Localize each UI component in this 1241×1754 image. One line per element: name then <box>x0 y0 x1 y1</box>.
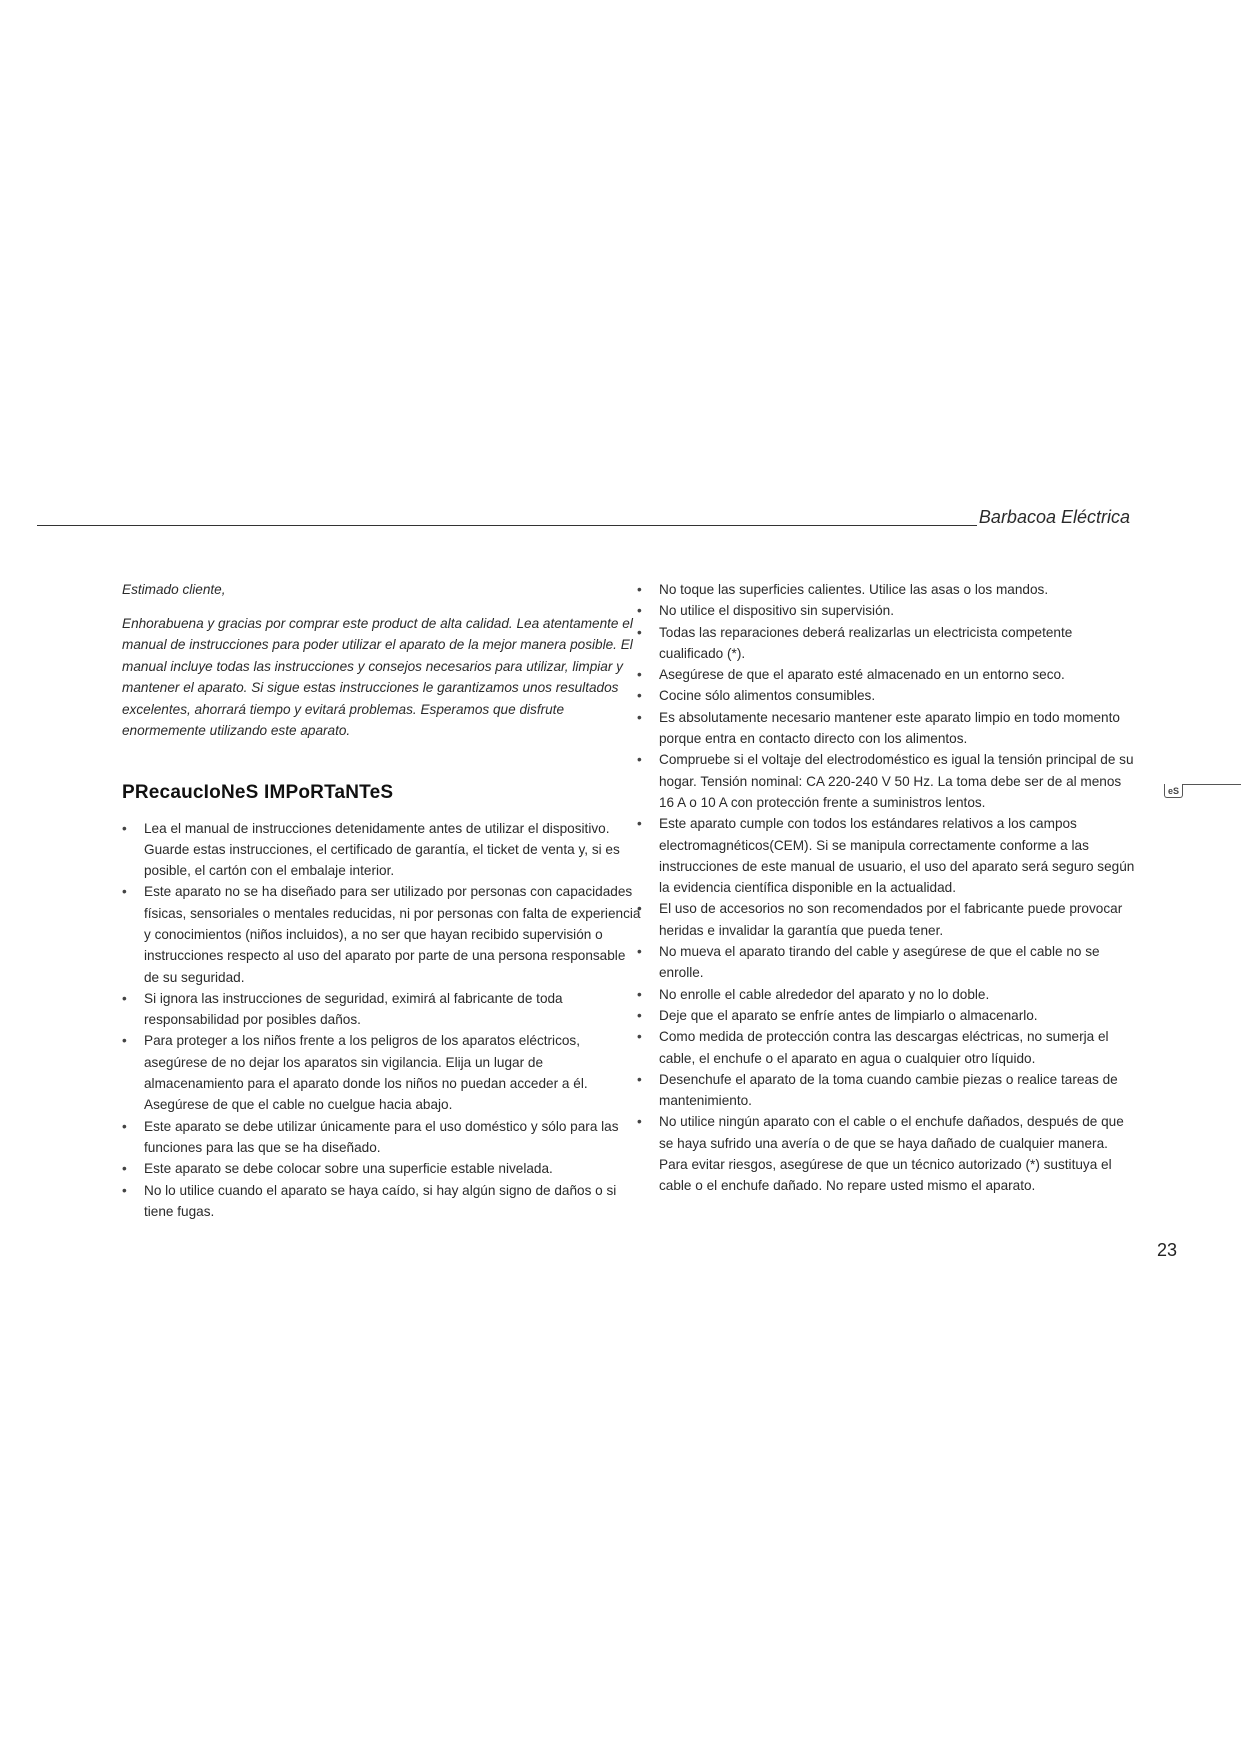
greeting: Estimado cliente, <box>122 582 226 597</box>
page-header-title: Barbacoa Eléctrica <box>978 507 1130 527</box>
list-item: • No toque las superficies calientes. Utilice las asas o los mandos. <box>637 579 1137 600</box>
list-item: • No mueva el aparato tirando del cable y asegúrese de que el cable no se enrolle. <box>637 941 1137 984</box>
list-item: • Desenchufe el aparato de la toma cuando cambie piezas o realice tareas de mantenimiento. <box>637 1069 1137 1112</box>
list-item: • Cocine sólo alimentos consumibles. <box>637 685 1137 706</box>
list-item: • Lea el manual de instrucciones detenidamente antes de utilizar el dispositivo. Guarde estas instrucciones, el certificado de garantía, el ticket de venta y, si es posible, el cartón con el embalaje interior. <box>122 818 642 882</box>
list-item: • Es absolutamente necesario mantener este aparato limpio en todo momento porque entra en contacto directo con los alimentos. <box>637 707 1137 750</box>
language-tab <box>1164 784 1241 804</box>
list-item: • Compruebe si el voltaje del electrodoméstico es igual la tensión principal de su hogar. Tensión nominal: CA 220-240 V 50 Hz. La toma debe ser de al menos 16 A o 10 A con protección frente a suministros lentos. <box>637 749 1137 813</box>
list-item: • Este aparato se debe utilizar únicamente para el uso doméstico y sólo para las funciones para las que se ha diseñado. <box>122 1116 642 1159</box>
precautions-list-left <box>122 818 642 1223</box>
precautions-list-right <box>637 579 1137 1197</box>
list-item: • No utilice el dispositivo sin supervisión. <box>637 600 1137 621</box>
list-item: • Este aparato no se ha diseñado para ser utilizado por personas con capacidades físicas, sensoriales o mentales reducidas, ni por personas con falta de experiencia y conocimientos (niños incluidos), a no ser que hayan recibido supervisión o instrucciones respecto al uso del aparato por parte de una persona responsable de su seguridad. <box>122 881 642 987</box>
language-code: eS <box>1164 784 1183 798</box>
list-item: • Este aparato cumple con todos los estándares relativos a los campos electromagnéticos(CEM). Si se manipula correctamente conforme a las instrucciones de este manual de usuario, el uso del aparato será seguro según la evidencia científica disponible en la actualidad. <box>637 813 1137 898</box>
section-title: PRecaucIoNeS IMPoRTaNTeS <box>122 781 394 803</box>
list-item: • Asegúrese de que el aparato esté almacenado en un entorno seco. <box>637 664 1137 685</box>
list-item: • Todas las reparaciones deberá realizarlas un electricista competente cualificado (*). <box>637 622 1137 665</box>
list-item: • Para proteger a los niños frente a los peligros de los aparatos eléctricos, asegúrese de no dejar los aparatos sin vigilancia. Elija un lugar de almacenamiento para el aparato donde los niños no puedan acceder a él. Asegúrese de que el cable no cuelgue hacia abajo. <box>122 1030 642 1115</box>
right-column <box>637 579 1137 1197</box>
list-item: • El uso de accesorios no son recomendados por el fabricante puede provocar heridas e invalidar la garantía que pueda tener. <box>637 898 1137 941</box>
list-item: • Si ignora las instrucciones de seguridad, eximirá al fabricante de toda responsabilidad por posibles daños. <box>122 988 642 1031</box>
left-column <box>122 579 642 1222</box>
intro-paragraph: Enhorabuena y gracias por comprar este product de alta calidad. Lea atentamente el manual de instrucciones para poder utilizar el aparato de la mejor manera posible. El manual incluye todas las instrucciones y consejos necesarios para utilizar, limpiar y mantener el aparato. Si sigue estas instrucciones le garantizamos unos resultados excelentes, ahorrará tiempo y evitará problemas. Esperamos que disfrute enormemente utilizando este aparato. <box>122 615 633 738</box>
list-item: • No utilice ningún aparato con el cable o el enchufe dañados, después de que se haya sufrido una avería o de que se haya dañado de cualquier manera. Para evitar riesgos, asegúrese de que un técnico autorizado (*) sustituya el cable o el enchufe dañado. No repare usted mismo el aparato. <box>637 1111 1137 1196</box>
list-item: • Deje que el aparato se enfríe antes de limpiarlo o almacenarlo. <box>637 1005 1137 1026</box>
list-item: • No enrolle el cable alrededor del aparato y no lo doble. <box>637 984 1137 1005</box>
header-rule <box>37 525 977 526</box>
language-tab-line <box>1182 784 1241 785</box>
list-item: • Este aparato se debe colocar sobre una superficie estable nivelada. <box>122 1158 642 1179</box>
list-item: • No lo utilice cuando el aparato se haya caído, si hay algún signo de daños o si tiene fugas. <box>122 1180 642 1223</box>
page-number: 23 <box>1157 1240 1178 1260</box>
list-item: • Como medida de protección contra las descargas eléctricas, no sumerja el cable, el enchufe o el aparato en agua o cualquier otro líquido. <box>637 1026 1137 1069</box>
